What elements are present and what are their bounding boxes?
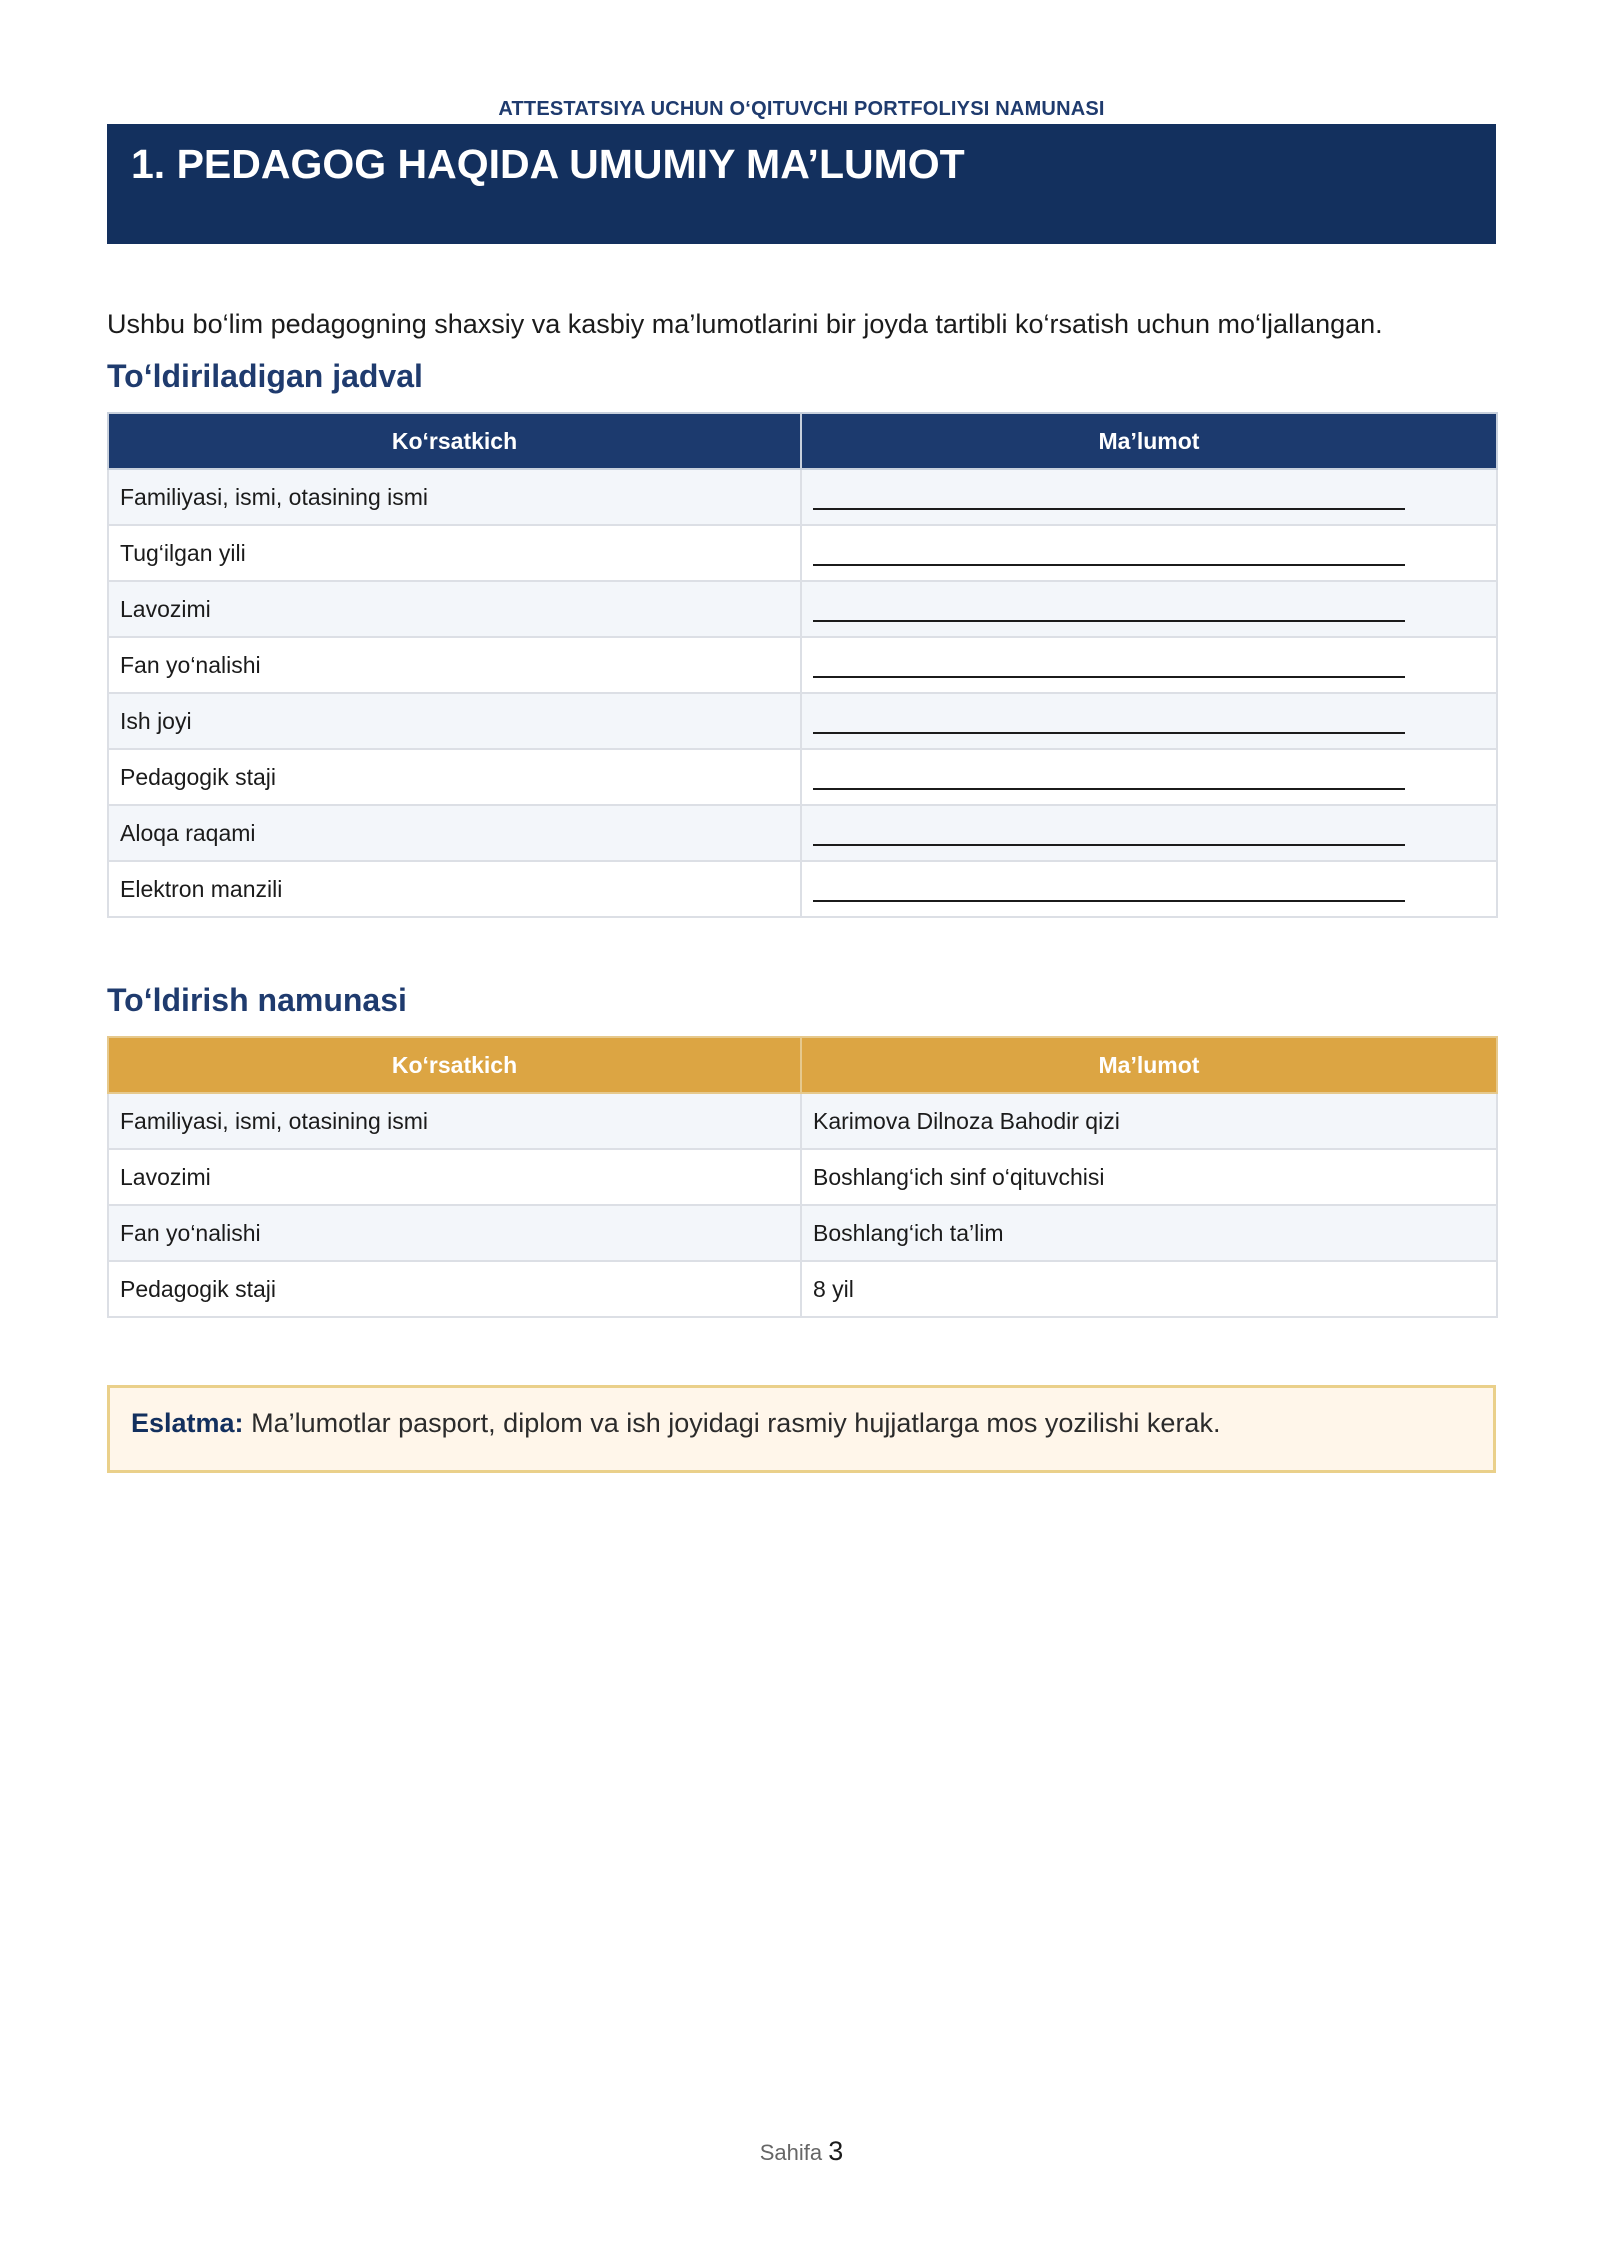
sample-table-header-row <box>108 1037 1497 1093</box>
table-row <box>108 1205 1497 1261</box>
row-label: Lavozimi <box>108 1149 801 1205</box>
note-label: Eslatma: <box>131 1408 244 1438</box>
blank-line <box>813 716 1405 734</box>
table-row <box>108 693 1497 749</box>
column-header-indicator: Ko‘rsatkich <box>108 413 801 469</box>
row-label: Lavozimi <box>108 581 801 637</box>
fill-in-cell[interactable] <box>801 637 1497 693</box>
table-row <box>108 1149 1497 1205</box>
row-label: Elektron manzili <box>108 861 801 917</box>
intro-paragraph: Ushbu bo‘lim pedagogning shaxsiy va kasbiy ma’lumotlarini bir joyda tartibli ko‘rsatish uchun mo‘ljallangan. <box>107 309 1383 339</box>
row-label: Tug‘ilgan yili <box>108 525 801 581</box>
note-box <box>107 1385 1496 1473</box>
table-row <box>108 1093 1497 1149</box>
page-footer <box>107 2136 1496 2167</box>
row-label: Pedagogik staji <box>108 1261 801 1317</box>
blank-line <box>813 772 1405 790</box>
page-label: Sahifa <box>759 2140 823 2165</box>
fill-in-cell[interactable] <box>801 581 1497 637</box>
form-table-header-row <box>108 413 1497 469</box>
fill-in-cell[interactable] <box>801 525 1497 581</box>
running-header: ATTESTATSIYA UCHUN O‘QITUVCHI PORTFOLIYSI NAMUNASI <box>498 98 1105 120</box>
page-number: 3 <box>828 2136 844 2166</box>
column-header-indicator: Ko‘rsatkich <box>108 1037 801 1093</box>
row-label: Fan yo‘nalishi <box>108 637 801 693</box>
blank-line <box>813 604 1405 622</box>
row-label: Familiyasi, ismi, otasining ismi <box>108 1093 801 1149</box>
blank-line <box>813 828 1405 846</box>
row-value: Boshlang‘ich sinf o‘qituvchisi <box>801 1149 1497 1205</box>
note-text: Ma’lumotlar pasport, diplom va ish joyidagi rasmiy hujjatlarga mos yozilishi kerak. <box>251 1408 1221 1438</box>
row-label: Ish joyi <box>108 693 801 749</box>
table-row <box>108 525 1497 581</box>
fill-in-cell[interactable] <box>801 469 1497 525</box>
column-header-info: Ma’lumot <box>801 1037 1497 1093</box>
row-label: Familiyasi, ismi, otasining ismi <box>108 469 801 525</box>
fill-in-cell[interactable] <box>801 749 1497 805</box>
sample-table-title: To‘ldirish namunasi <box>107 982 407 1018</box>
row-label: Aloqa raqami <box>108 805 801 861</box>
table-row <box>108 749 1497 805</box>
section-banner <box>107 124 1496 244</box>
table-row <box>108 469 1497 525</box>
blank-line <box>813 660 1405 678</box>
column-header-info: Ma’lumot <box>801 413 1497 469</box>
sample-table <box>107 1036 1498 1318</box>
row-value: Boshlang‘ich ta’lim <box>801 1205 1497 1261</box>
form-table-title: To‘ldiriladigan jadval <box>107 358 423 394</box>
row-value: Karimova Dilnoza Bahodir qizi <box>801 1093 1497 1149</box>
table-row <box>108 637 1497 693</box>
fill-in-cell[interactable] <box>801 805 1497 861</box>
row-value: 8 yil <box>801 1261 1497 1317</box>
table-row <box>108 581 1497 637</box>
table-row <box>108 1261 1497 1317</box>
fill-in-cell[interactable] <box>801 861 1497 917</box>
row-label: Fan yo‘nalishi <box>108 1205 801 1261</box>
section-title: 1. PEDAGOG HAQIDA UMUMIY MA’LUMOT <box>131 141 965 187</box>
row-label: Pedagogik staji <box>108 749 801 805</box>
fill-in-cell[interactable] <box>801 693 1497 749</box>
form-table <box>107 412 1498 918</box>
table-row <box>108 805 1497 861</box>
table-row <box>108 861 1497 917</box>
blank-line <box>813 492 1405 510</box>
blank-line <box>813 884 1405 902</box>
blank-line <box>813 548 1405 566</box>
